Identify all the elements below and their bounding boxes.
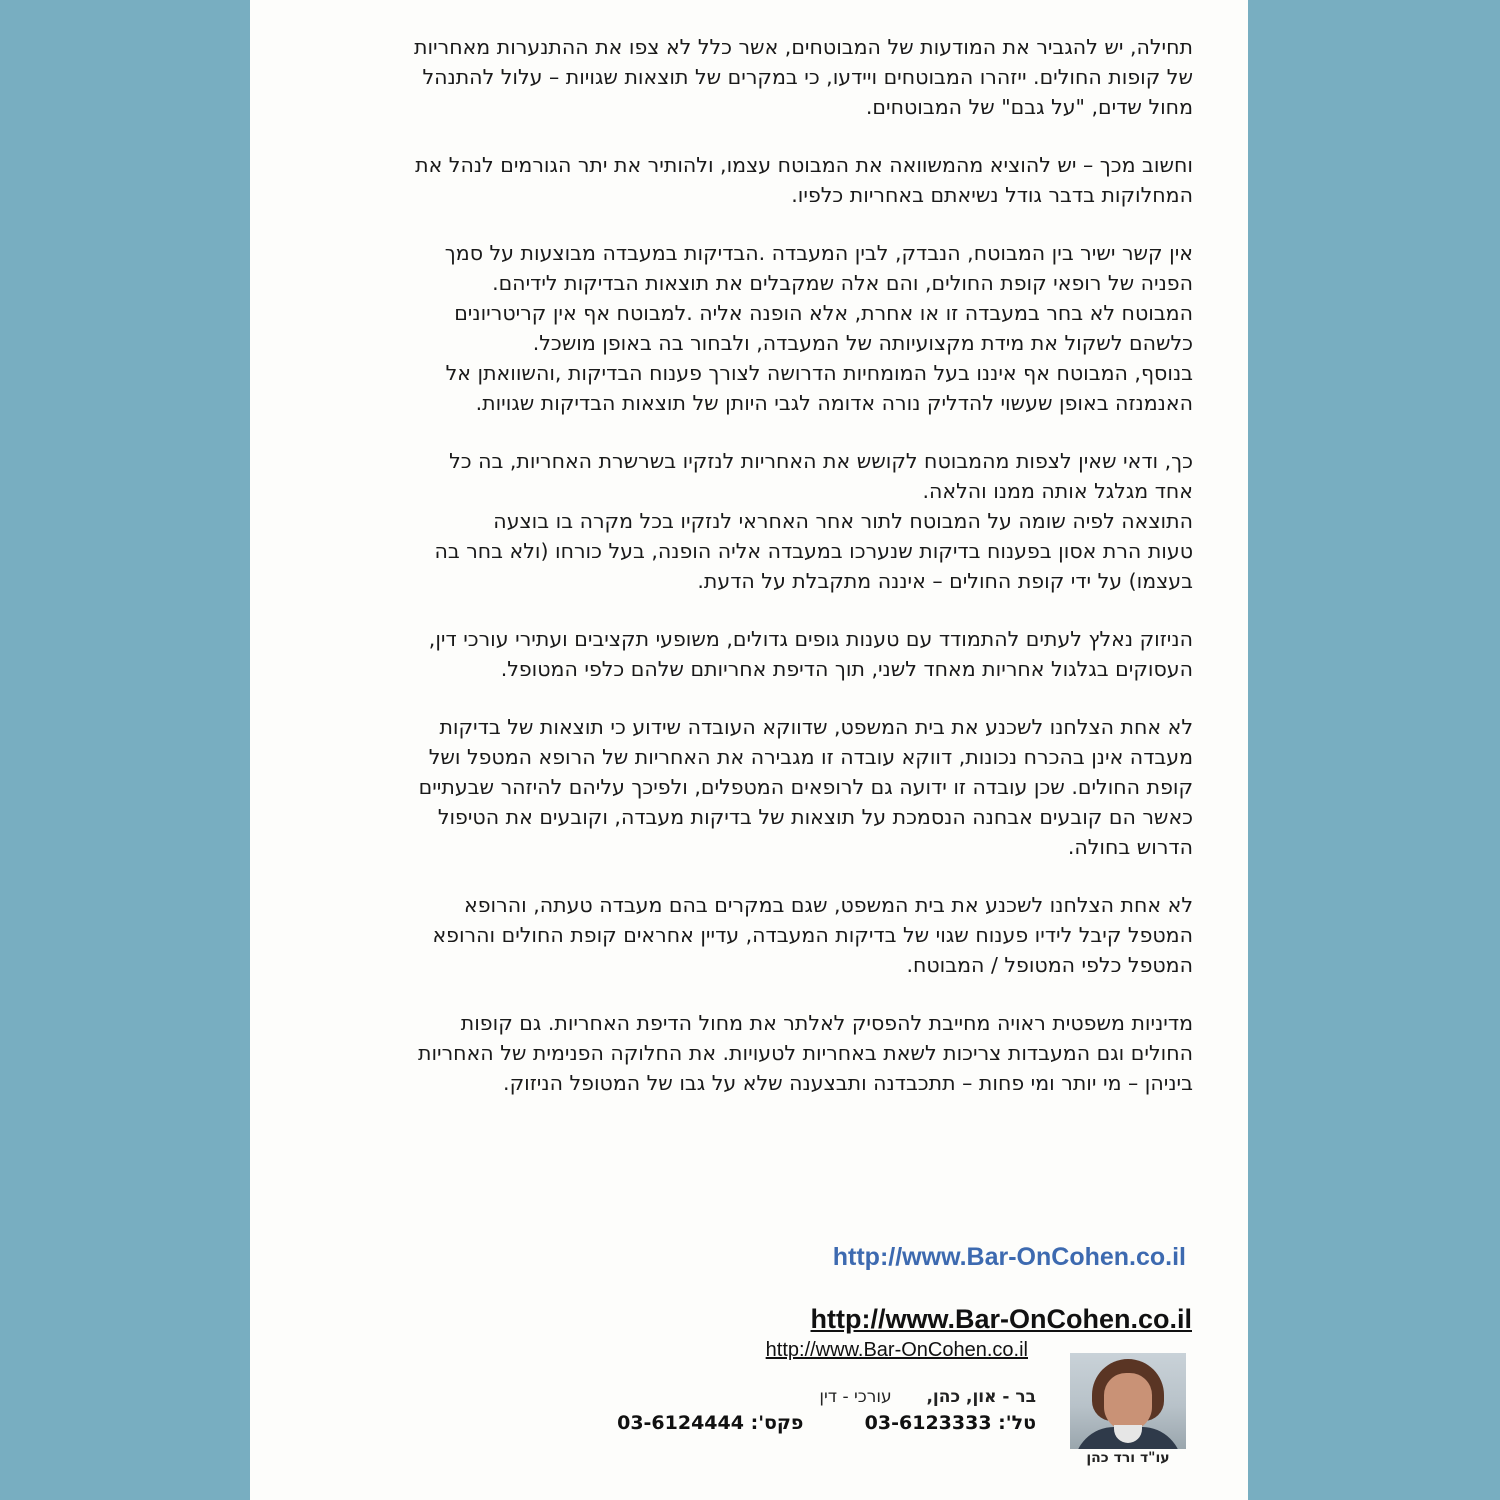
text-line: ביניהן – מי יותר ומי פחות – תתכבדנה ותבצענה שלא על גבו של המטופל הניזוק. — [503, 1071, 1193, 1095]
document-body — [273, 32, 1193, 1126]
paragraph — [273, 624, 1193, 684]
text-line: מעבדה אינן בהכרח נכונות, דווקא עובדה זו מגבירה את האחריות של הרופא המטפל ושל — [428, 745, 1193, 769]
paragraph — [273, 1008, 1193, 1098]
text-line: המחלוקות בדבר גודל נשיאתם באחריות כלפיו. — [791, 183, 1193, 207]
phone-number: 03-6123333 — [864, 1412, 992, 1434]
text-line: האנמנזה באופן שעשוי להדליק נורה אדומה לגבי היותן של תוצאות הבדיקות שגויות. — [475, 391, 1193, 415]
website-link-small[interactable]: http://www.Bar-OnCohen.co.il — [765, 1339, 1028, 1361]
text-line: טעות הרת אסון בפענוח בדיקות שנערכו במעבדה אליה הופנה, בעל כורחו (ולא בחר בה — [434, 539, 1193, 563]
fax-number: 03-6124444 — [617, 1412, 744, 1434]
paragraph — [273, 890, 1193, 980]
text-line: לא אחת הצלחנו לשכנע את בית המשפט, שדווקא העובדה שידוע כי תוצאות של בדיקות — [439, 715, 1193, 739]
text-line: התוצאה לפיה שומה על המבוטח לתור אחר האחראי לנזקיו בכל מקרה בו בוצעה — [493, 509, 1193, 533]
text-line: הניזוק נאלץ לעתים להתמודד עם טענות גופים גדולים, משופעי תקציבים ועתירי עורכי דין, — [428, 627, 1193, 651]
document-page — [250, 0, 1248, 1500]
text-line: כלשהם לשקול את מידת מקצועיותה של המעבדה, ולבחור בה באופן מושכל. — [532, 331, 1193, 355]
text-line: בנוסף, המבוטח אף איננו בעל המומחיות הדרושה לצורך פענוח הבדיקות ,והשוואתן אל — [445, 361, 1193, 385]
website-link-blue[interactable]: http://www.Bar-OnCohen.co.il — [832, 1243, 1186, 1271]
text-line: בעצמו) על ידי קופת החולים – איננה מתקבלת על הדעת. — [697, 569, 1193, 593]
text-line: החולים וגם המעבדות צריכות לשאת באחריות לטעויות. את החלוקה הפנימית של האחריות — [417, 1041, 1193, 1065]
text-line: המבוטח לא בחר במעבדה זו או אחרת, אלא הופנה אליה .למבוטח אף אין קריטריונים — [454, 301, 1193, 325]
fax-label: פקס': — [750, 1412, 804, 1434]
text-line: הדרוש בחולה. — [1067, 835, 1193, 859]
phone-label: טל': — [998, 1412, 1036, 1434]
lawyer-photo — [1070, 1353, 1186, 1449]
firm-names: בר - און, כהן, — [926, 1387, 1036, 1407]
text-line: וחשוב מכך – יש להוציא מהמשוואה את המבוטח עצמו, ולהותיר את יתר הגורמים לנהל את — [415, 153, 1193, 177]
text-line: הפניה של רופאי קופת החולים, והם אלה שמקבלים את תוצאות הבדיקות לידיהם. — [492, 271, 1193, 295]
firm-name-line — [819, 1387, 1036, 1407]
text-line: אין קשר ישיר בין המבוטח, הנבדק, לבין המעבדה .הבדיקות במעבדה מבוצעות על סמך — [444, 241, 1193, 265]
text-line: לא אחת הצלחנו לשכנע את בית המשפט, שגם במקרים בהם מעבדה טעתה, והרופא — [464, 893, 1193, 917]
paragraph — [273, 150, 1193, 210]
paragraph — [273, 238, 1193, 418]
paragraph — [273, 446, 1193, 596]
text-line: קופת החולים. שכן עובדה זו ידועה גם לרופאים המטפלים, ולפיכך עליהם להיזהר שבעתיים — [418, 775, 1193, 799]
text-line: של קופות החולים. ייזהרו המבוטחים ויידעו, כי במקרים של תוצאות שגויות – עלול להתנהל — [422, 65, 1193, 89]
paragraph — [273, 712, 1193, 862]
photo-caption: עו"ד ורד כהן — [1086, 1450, 1170, 1466]
website-link-large[interactable]: http://www.Bar-OnCohen.co.il — [810, 1304, 1192, 1334]
text-line: אחד מגלגל אותה ממנו והלאה. — [922, 479, 1193, 503]
text-line: העסוקים בגלגול אחריות מאחד לשני, תוך הדיפת אחריותם שלהם כלפי המטופל. — [500, 657, 1193, 681]
text-line: תחילה, יש להגביר את המודעות של המבוטחים, אשר כלל לא צפו את ההתנערות מאחריות — [414, 35, 1193, 59]
text-line: מדיניות משפטית ראויה מחייבת להפסיק לאלתר את מחול הדיפת האחריות. גם קופות — [460, 1011, 1193, 1035]
text-line: המטפל קיבל לידיו פענוח שגוי של בדיקות המעבדה, עדיין אחראים קופת החולים והרופא — [432, 923, 1193, 947]
paragraph — [273, 32, 1193, 122]
text-line: כאשר הם קובעים אבחנה הנסמכת על תוצאות של בדיקות מעבדה, וקובעים את הטיפול — [437, 805, 1193, 829]
text-line: מחול שדים, "על גבם" של המבוטחים. — [865, 95, 1193, 119]
text-line: המטפל כלפי המטופל / המבוטח. — [906, 953, 1193, 977]
text-line: כך, ודאי שאין לצפות מהמבוטח לקושש את האחריות לנזקיו בשרשרת האחריות, בה כל — [449, 449, 1193, 473]
contact-line — [617, 1412, 1036, 1434]
firm-title: עורכי - דין — [819, 1387, 892, 1407]
